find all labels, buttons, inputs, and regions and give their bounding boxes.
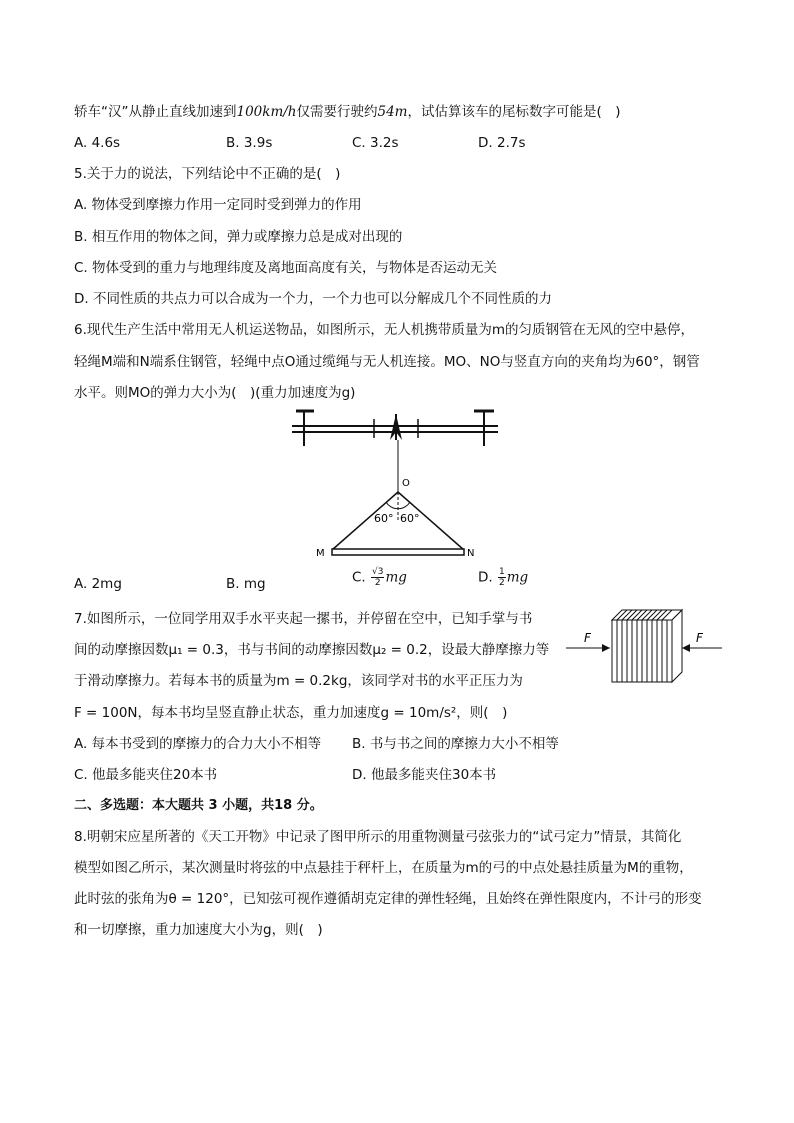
q6-option-d-num: 1: [498, 567, 505, 577]
q7-stem-line4: F = 100N，每本书均呈竖直静止状态，重力加速度g = 10m/s²，则( ): [74, 705, 508, 721]
q6-option-d-fraction: [498, 567, 506, 588]
q8-stem-line4: 和一切摩擦，重力加速度大小为g，则( ): [74, 922, 323, 938]
q8-stem-line3: 此时弦的张角为θ = 120°，已知弦可视作遵循胡克定律的弹性轻绳，且始终在弹性限度内，不计弓的形变: [74, 891, 702, 907]
q6-option-c-den: 2: [374, 578, 381, 588]
q7-stem-line2: 间的动摩擦因数μ₁ = 0.3，书与书间的动摩擦因数μ₂ = 0.2，设最大静摩擦力等: [74, 642, 550, 658]
q5-stem: 5.关于力的说法，下列结论中不正确的是( ): [74, 166, 341, 182]
q5-option-b: B. 相互作用的物体之间，弹力或摩擦力总是成对出现的: [74, 229, 403, 245]
q4-stem-b: 仅需要行驶约: [296, 104, 378, 120]
q7-option-a: A. 每本书受到的摩擦力的合力大小不相等: [74, 736, 322, 752]
q6-angle-left: 60°: [374, 512, 394, 525]
q4-stem-a: 轿车“汉”从静止直线加速到: [74, 104, 237, 120]
q6-stem-line3: 水平。则MO的弹力大小为( )(重力加速度为g): [74, 385, 356, 401]
q8-stem-line1: 8.明朝宋应星所著的《天工开物》中记录了图甲所示的用重物测量弓弦张力的“试弓定力”情景，其简化: [74, 829, 682, 845]
q4-option-c: C. 3.2s: [352, 135, 399, 151]
q6-option-d-den: 2: [498, 578, 505, 588]
q4-distance: 54m: [377, 104, 408, 120]
q4-option-d: D. 2.7s: [478, 135, 526, 151]
q6-option-c-num: √3: [372, 567, 384, 577]
q7-stem-line3: 于滑动摩擦力。若每本书的质量为m = 0.2kg，该同学对书的水平正压力为: [74, 673, 523, 689]
q6-option-d-suffix: mg: [506, 569, 529, 586]
q4-stem-c: ，试估算该车的尾标数字可能是( ): [407, 104, 621, 120]
q6-option-a: A. 2mg: [74, 576, 122, 592]
q7-stem-line1: 7.如图所示，一位同学用双手水平夹起一摞书，并停留在空中，已知手掌与书: [74, 611, 533, 627]
q7-option-b: B. 书与书之间的摩擦力大小不相等: [352, 736, 559, 752]
q6-option-c-prefix: C.: [352, 569, 366, 586]
q6-option-c: [352, 567, 407, 588]
q7-force-right: F: [696, 631, 703, 645]
q6-option-c-fraction: [371, 567, 384, 588]
q5-option-d: D. 不同性质的共点力可以合成为一个力，一个力也可以分解成几个不同性质的力: [74, 291, 552, 307]
q6-label-m: M: [316, 548, 325, 559]
q8-stem-line2: 模型如图乙所示，某次测量时将弦的中点悬挂于秤杆上，在质量为m的弓的中点处悬挂质量为M的重物，: [74, 860, 693, 876]
q4-option-b: B. 3.9s: [226, 135, 273, 151]
q5-option-a: A. 物体受到摩擦力作用一定同时受到弹力的作用: [74, 197, 362, 213]
q6-option-d: [478, 567, 528, 588]
q6-label-n: N: [467, 548, 475, 559]
section-2-heading: [74, 796, 323, 816]
q6-stem-line1: 6.现代生产生活中常用无人机运送物品，如图所示，无人机携带质量为m的匀质钢管在无风的空中悬停，: [74, 322, 695, 338]
q4-speed: 100km/h: [236, 104, 297, 120]
q7-force-left: F: [584, 631, 591, 645]
q6-stem-line2: 轻绳M端和N端系住钢管，轻绳中点O通过缆绳与无人机连接。MO、NO与竖直方向的夹角均为60°，钢管: [74, 354, 700, 370]
section-2-prefix: 二、多选题：: [74, 798, 153, 813]
q4-option-a: A. 4.6s: [74, 135, 121, 151]
q4-stem: [74, 102, 621, 122]
q7-option-c: C. 他最多能夹住20本书: [74, 767, 218, 783]
q6-angle-right: 60°: [400, 512, 420, 525]
q7-option-d: D. 他最多能夹住30本书: [352, 767, 497, 783]
q6-option-b: B. mg: [226, 576, 266, 592]
q6-label-o: O: [402, 478, 410, 489]
q6-option-d-prefix: D.: [478, 569, 493, 586]
q5-option-c: C. 物体受到的重力与地理纬度及离地面高度有关，与物体是否运动无关: [74, 260, 498, 276]
q7-books-figure: [564, 608, 724, 688]
q6-drone-figure: [288, 404, 504, 564]
section-2-title: 本大题共 3 小题，共18 分。: [152, 798, 323, 813]
q6-option-c-suffix: mg: [385, 569, 407, 586]
